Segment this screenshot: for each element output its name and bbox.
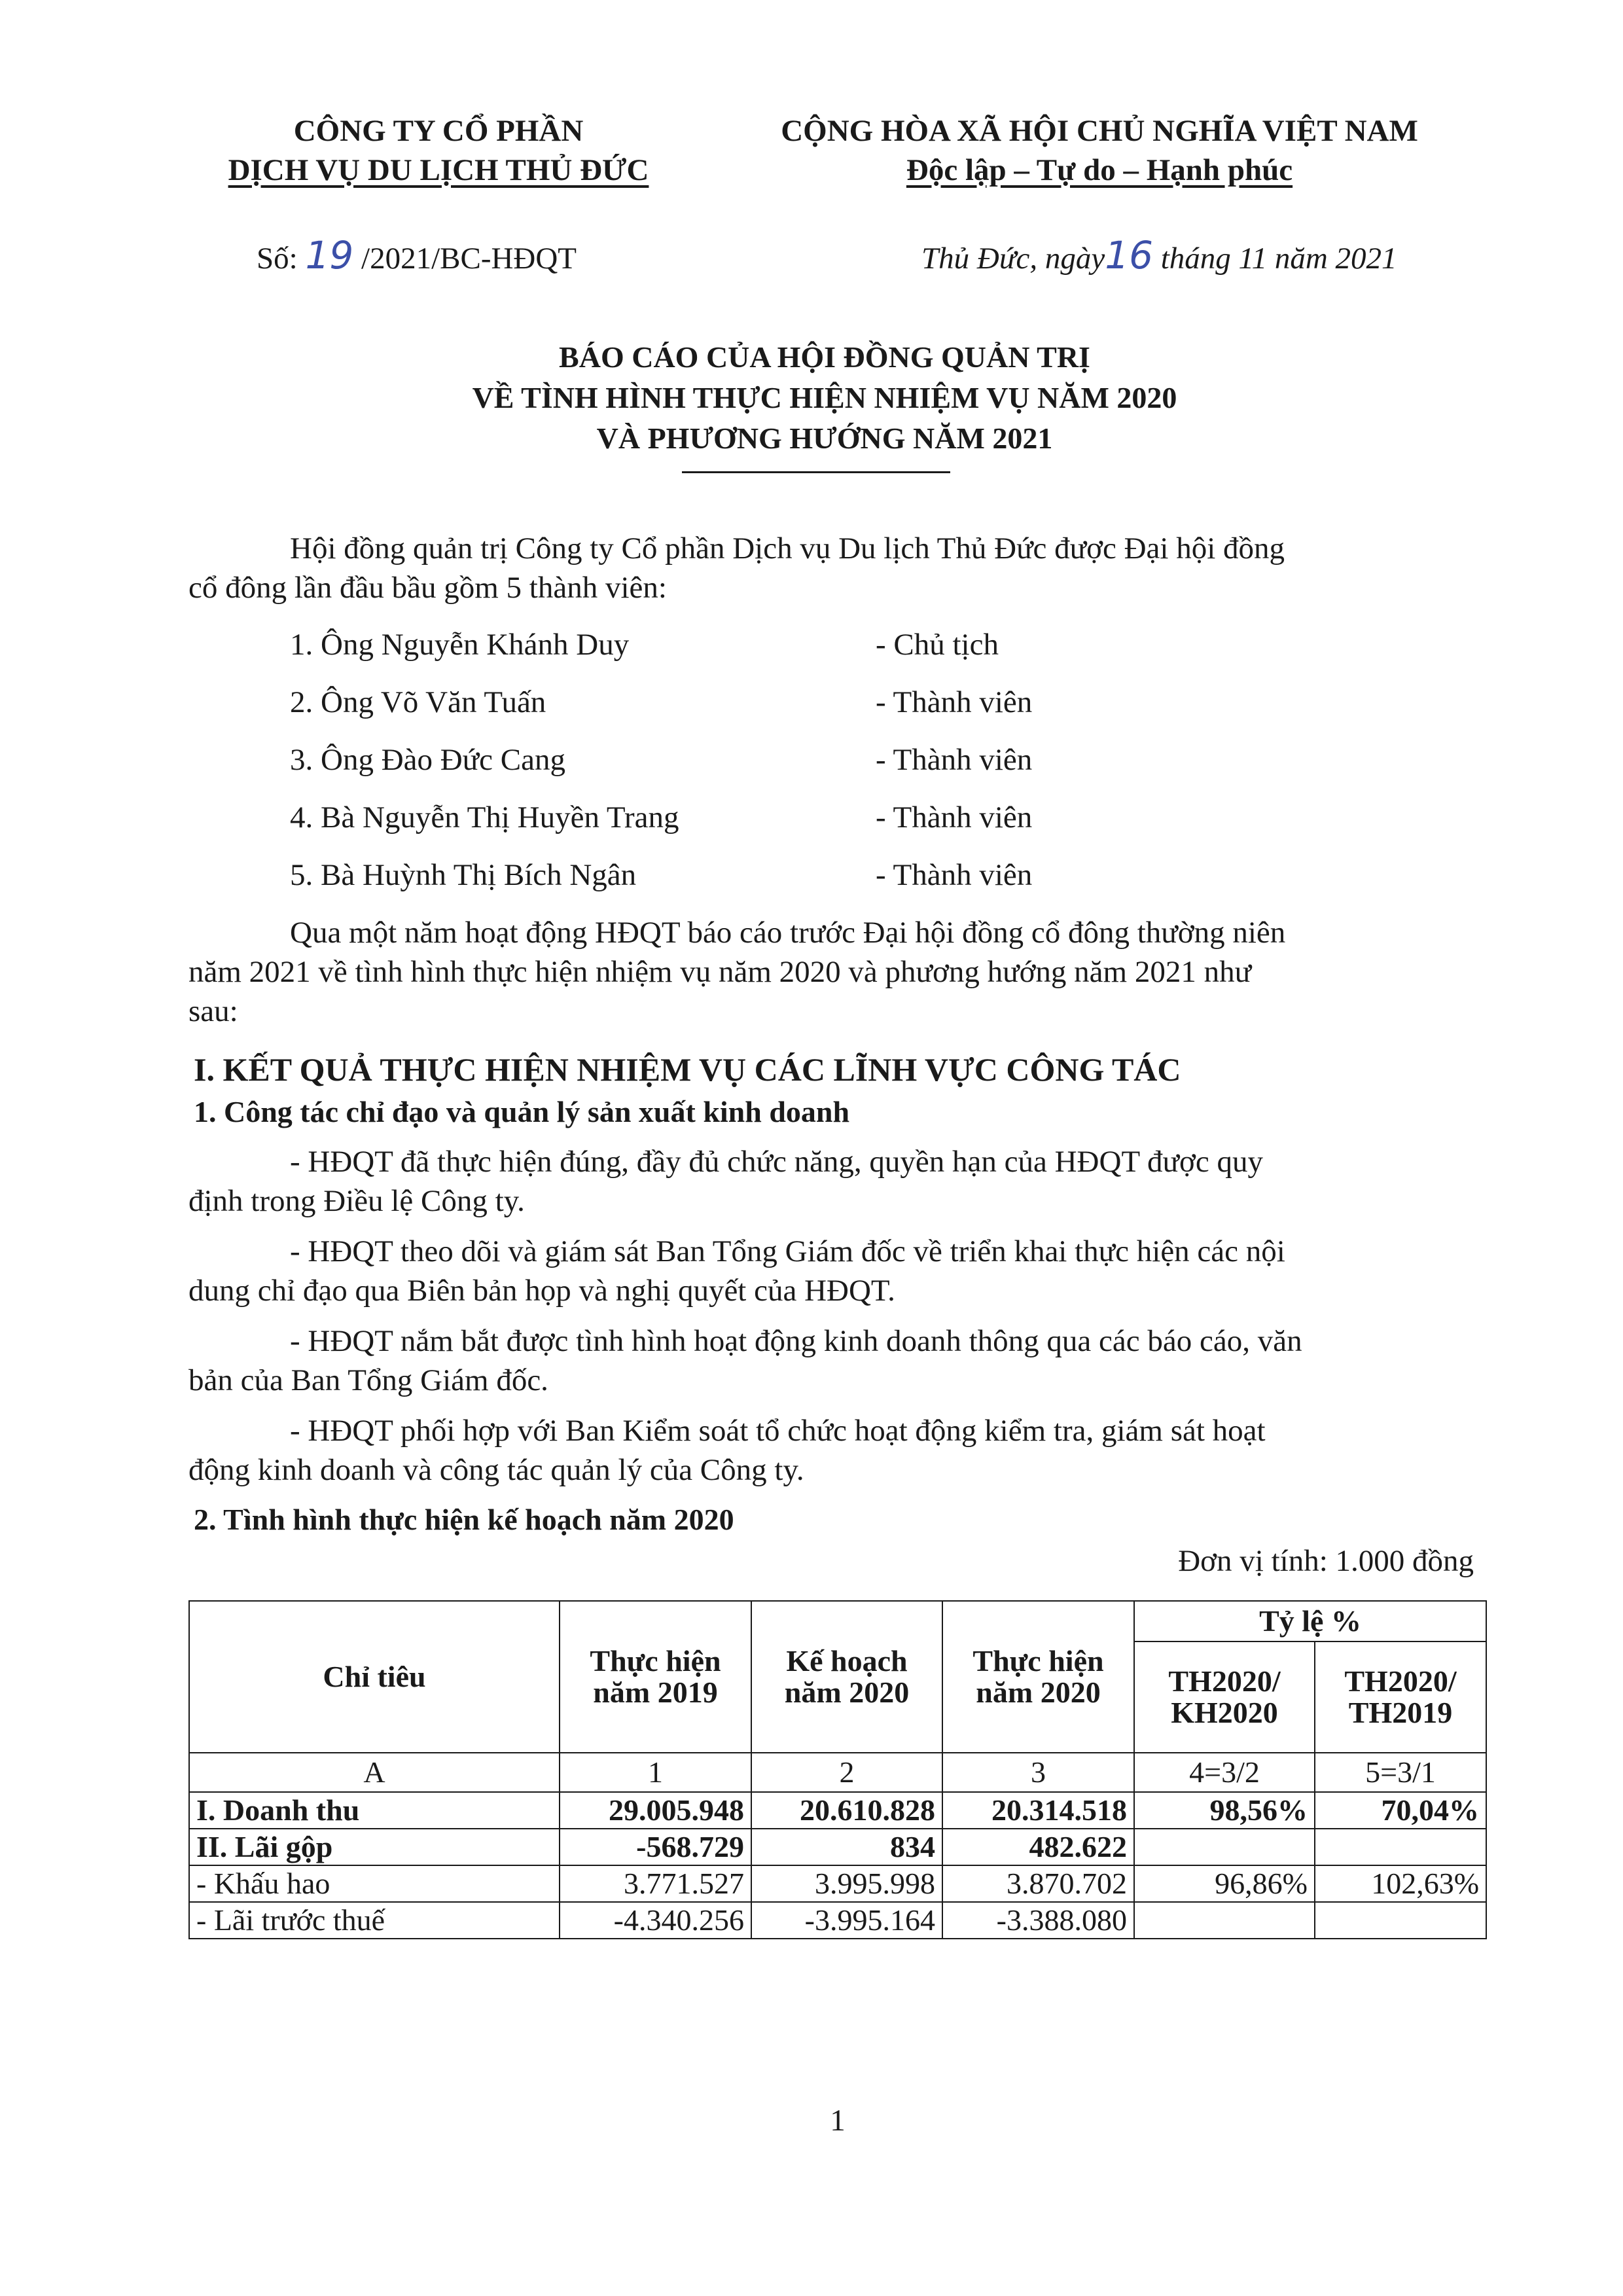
- cell-th2020: 20.314.518: [942, 1792, 1134, 1829]
- national-motto: [713, 111, 1486, 190]
- cell-kh2020: 3.995.998: [751, 1865, 942, 1902]
- bullet-item: [188, 1232, 1471, 1310]
- bullet-line: định trong Điều lệ Công ty.: [188, 1184, 525, 1218]
- subsection-heading: 2. Tình hình thực hiện kế hoạch năm 2020: [194, 1503, 734, 1536]
- index-cell: 5=3/1: [1315, 1753, 1486, 1792]
- member-role: - Thành viên: [876, 800, 1033, 834]
- member-name: 3. Ông Đào Đức Cang: [290, 743, 565, 777]
- summary-line: Qua một năm hoạt động HĐQT báo cáo trước Đại hội đồng cổ đông thường niên: [290, 916, 1286, 950]
- document-date-handwritten: 16: [1105, 233, 1153, 278]
- cell-th2019: 3.771.527: [560, 1865, 751, 1902]
- row-label: I. Doanh thu: [189, 1792, 560, 1829]
- header-ratio-kh: TH2020/ KH2020: [1134, 1641, 1315, 1753]
- page-number: 1: [830, 2104, 846, 2138]
- header-kh2020: Kế hoạch năm 2020: [751, 1601, 942, 1753]
- cell-ratio-kh: [1134, 1902, 1315, 1939]
- cell-ratio-kh: 98,56%: [1134, 1792, 1315, 1829]
- header-th2020: Thực hiện năm 2020: [942, 1601, 1134, 1753]
- member-name: 4. Bà Nguyễn Thị Huyền Trang: [290, 800, 679, 834]
- cell-th2020: 482.622: [942, 1829, 1134, 1865]
- bullet-list: [188, 1142, 1471, 1490]
- cell-th2020: 3.870.702: [942, 1865, 1134, 1902]
- member-name: 5. Bà Huỳnh Thị Bích Ngân: [290, 858, 637, 892]
- cell-th2019: -4.340.256: [560, 1902, 751, 1939]
- member-role: - Chủ tịch: [876, 628, 999, 662]
- national-motto-line1: CỘNG HÒA XÃ HỘI CHỦ NGHĨA VIỆT NAM: [781, 114, 1418, 148]
- bullet-line: - HĐQT nắm bắt được tình hình hoạt động kinh doanh thông qua các báo cáo, văn: [290, 1324, 1302, 1358]
- member-name: 2. Ông Võ Văn Tuấn: [290, 685, 546, 719]
- intro-line: Hội đồng quản trị Công ty Cổ phần Dịch vụ Du lịch Thủ Đức được Đại hội đồng: [290, 531, 1285, 565]
- cell-ratio-th: 102,63%: [1315, 1865, 1486, 1902]
- company-name-line2: DỊCH VỤ DU LỊCH THỦ ĐỨC: [228, 153, 649, 187]
- unit-note: Đơn vị tính: 1.000 đồng: [1178, 1544, 1474, 1578]
- index-cell: 1: [560, 1753, 751, 1792]
- company-name: [183, 111, 694, 190]
- national-motto-line2: Độc lập – Tự do – Hạnh phúc: [906, 153, 1293, 187]
- document-date: [921, 233, 1397, 278]
- cell-ratio-th: [1315, 1829, 1486, 1865]
- summary-line: năm 2021 về tình hình thực hiện nhiệm vụ năm 2020 và phương hướng năm 2021 như: [188, 955, 1252, 989]
- report-title: [183, 337, 1466, 459]
- summary-paragraph: [188, 913, 1471, 1031]
- title-divider: [682, 471, 950, 473]
- intro-line: cổ đông lần đầu bầu gồm 5 thành viên:: [188, 571, 667, 605]
- row-label: - Khấu hao: [189, 1865, 560, 1902]
- bullet-item: [188, 1411, 1471, 1490]
- report-title-line1: BÁO CÁO CỦA HỘI ĐỒNG QUẢN TRỊ: [559, 340, 1090, 374]
- header-th2019: Thực hiện năm 2019: [560, 1601, 751, 1753]
- subsection-heading: 1. Công tác chỉ đạo và quản lý sản xuất kinh doanh: [194, 1095, 850, 1128]
- table-row: [189, 1829, 1486, 1865]
- plan-results-table: [188, 1600, 1487, 1939]
- header-ty-le: Tỷ lệ %: [1134, 1601, 1486, 1641]
- bullet-item: [188, 1321, 1471, 1400]
- index-cell: 4=3/2: [1134, 1753, 1315, 1792]
- cell-th2020: -3.388.080: [942, 1902, 1134, 1939]
- cell-kh2020: 20.610.828: [751, 1792, 942, 1829]
- index-cell: 3: [942, 1753, 1134, 1792]
- cell-kh2020: -3.995.164: [751, 1902, 942, 1939]
- member-role: - Thành viên: [876, 685, 1033, 719]
- table-row: [189, 1865, 1486, 1902]
- intro-paragraph: [188, 529, 1471, 607]
- summary-line: sau:: [188, 994, 238, 1028]
- bullet-line: - HĐQT đã thực hiện đúng, đầy đủ chức năng, quyền hạn của HĐQT được quy: [290, 1145, 1263, 1179]
- section-heading: I. KẾT QUẢ THỰC HIỆN NHIỆM VỤ CÁC LĨNH VỰC CÔNG TÁC: [194, 1051, 1181, 1088]
- member-name: 1. Ông Nguyễn Khánh Duy: [290, 628, 630, 662]
- table-row: [189, 1902, 1486, 1939]
- document-number-handwritten: 19: [305, 233, 354, 278]
- index-cell: 2: [751, 1753, 942, 1792]
- table-row: [189, 1792, 1486, 1829]
- bullet-line: bản của Ban Tổng Giám đốc.: [188, 1363, 548, 1397]
- bullet-line: - HĐQT theo dõi và giám sát Ban Tổng Giám đốc về triển khai thực hiện các nội: [290, 1234, 1285, 1268]
- row-label: - Lãi trước thuế: [189, 1902, 560, 1939]
- table-header-row: [189, 1601, 1486, 1641]
- cell-th2019: -568.729: [560, 1829, 751, 1865]
- document-number: [257, 233, 577, 278]
- bullet-line: dung chỉ đạo qua Biên bản họp và nghị quyết của HĐQT.: [188, 1274, 895, 1308]
- document-number-suffix: /2021/BC-HĐQT: [361, 242, 577, 276]
- bullet-item: [188, 1142, 1471, 1221]
- row-label: II. Lãi gộp: [189, 1829, 560, 1865]
- cell-ratio-th: [1315, 1902, 1486, 1939]
- header-ratio-th: TH2020/ TH2019: [1315, 1641, 1486, 1753]
- cell-th2019: 29.005.948: [560, 1792, 751, 1829]
- report-title-line2: VỀ TÌNH HÌNH THỰC HIỆN NHIỆM VỤ NĂM 2020: [472, 381, 1177, 414]
- index-cell: A: [189, 1753, 560, 1792]
- cell-ratio-kh: 96,86%: [1134, 1865, 1315, 1902]
- document-number-prefix: Số:: [257, 242, 298, 276]
- cell-ratio-kh: [1134, 1829, 1315, 1865]
- cell-ratio-th: 70,04%: [1315, 1792, 1486, 1829]
- cell-kh2020: 834: [751, 1829, 942, 1865]
- member-role: - Thành viên: [876, 743, 1033, 777]
- document-date-suffix: tháng 11 năm 2021: [1160, 242, 1397, 276]
- table-index-row: [189, 1753, 1486, 1792]
- report-title-line3: VÀ PHƯƠNG HƯỚNG NĂM 2021: [596, 422, 1053, 455]
- member-role: - Thành viên: [876, 858, 1033, 892]
- company-name-line1: CÔNG TY CỔ PHẦN: [293, 114, 584, 148]
- bullet-line: - HĐQT phối hợp với Ban Kiểm soát tổ chức hoạt động kiểm tra, giám sát hoạt: [290, 1414, 1266, 1448]
- bullet-line: động kinh doanh và công tác quản lý của Công ty.: [188, 1453, 804, 1487]
- header-chi-tieu: Chỉ tiêu: [189, 1601, 560, 1753]
- document-date-prefix: Thủ Đức, ngày: [921, 242, 1105, 276]
